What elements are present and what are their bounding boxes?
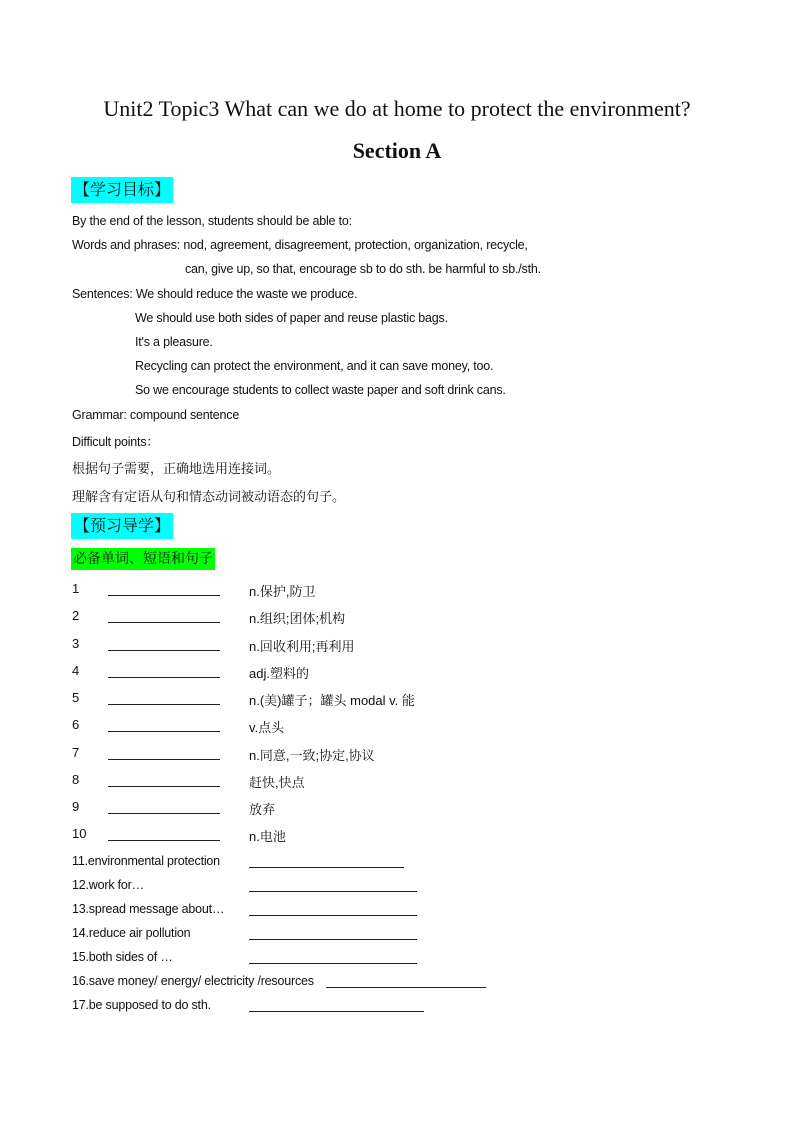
vocab-number: 4 — [72, 663, 80, 678]
answer-blank[interactable] — [108, 665, 220, 678]
vocab-meaning: adj.塑料的 — [249, 666, 309, 681]
preview-subheading: 必备单词、短语和句子 — [71, 548, 215, 570]
vocab-meaning: 放弃 — [249, 802, 276, 817]
difficult-label: Difficult points： — [72, 435, 159, 449]
objectives-intro: By the end of the lesson, students should be able to: — [72, 214, 352, 228]
vocab-number: 8 — [72, 772, 80, 787]
sentence: Recycling can protect the environment, and it can save money, too. — [135, 359, 494, 373]
page-title: Unit2 Topic3 What can we do at home to protect the environment? — [103, 96, 691, 121]
answer-blank[interactable] — [326, 975, 486, 988]
difficult-point: 理解含有定语从句和情态动词被动语态的句子。 — [72, 490, 346, 505]
vocab-number: 5 — [72, 690, 80, 705]
phrase-item: 14.reduce air pollution — [72, 926, 191, 940]
phrase-item: 15.both sides of … — [72, 950, 173, 964]
vocab-number: 7 — [72, 745, 80, 760]
sentence: So we encourage students to collect waste paper and soft drink cans. — [135, 383, 506, 397]
section-title: Section A — [352, 138, 442, 163]
words-line-1 — [72, 238, 528, 252]
vocab-number: 9 — [72, 799, 80, 814]
words-label: Words and phrases: — [72, 238, 181, 252]
vocab-number: 2 — [72, 608, 80, 623]
answer-blank[interactable] — [108, 638, 220, 651]
answer-blank[interactable] — [249, 927, 417, 940]
phrase-item: 16.save money/ energy/ electricity /resources — [72, 974, 314, 988]
phrase-item: 11.environmental protection — [72, 854, 220, 868]
vocab-meaning: n.(美)罐子；罐头 modal v. 能 — [249, 693, 415, 708]
answer-blank[interactable] — [108, 692, 220, 705]
words-list-2: can, give up, so that, encourage sb to do sth. be harmful to sb./sth. — [185, 262, 541, 276]
phrase-item: 13.spread message about… — [72, 902, 225, 916]
sentence: It's a pleasure. — [135, 335, 213, 349]
answer-blank[interactable] — [249, 879, 417, 892]
preview-heading: 【预习导学】 — [71, 513, 173, 539]
vocab-meaning: v.点头 — [249, 720, 285, 735]
objectives-heading: 【学习目标】 — [71, 177, 173, 203]
answer-blank[interactable] — [108, 801, 220, 814]
answer-blank[interactable] — [249, 999, 424, 1012]
phrase-item: 12.work for… — [72, 878, 144, 892]
vocab-meaning: n.组织;团体;机构 — [249, 611, 346, 626]
vocab-number: 1 — [72, 581, 80, 596]
sentence: We should use both sides of paper and reuse plastic bags. — [135, 311, 448, 325]
sentences-label: Sentences: — [72, 287, 133, 301]
answer-blank[interactable] — [108, 774, 220, 787]
answer-blank[interactable] — [108, 610, 220, 623]
vocab-meaning: n.电池 — [249, 829, 286, 844]
vocab-meaning: 赶快,快点 — [249, 775, 305, 790]
vocab-number: 6 — [72, 717, 80, 732]
answer-blank[interactable] — [108, 719, 220, 732]
difficult-point: 根据句子需要，正确地选用连接词。 — [72, 462, 281, 477]
answer-blank[interactable] — [249, 855, 404, 868]
grammar-line: Grammar: compound sentence — [72, 408, 240, 422]
answer-blank[interactable] — [108, 747, 220, 760]
answer-blank[interactable] — [249, 903, 417, 916]
answer-blank[interactable] — [108, 583, 220, 596]
vocab-meaning: n.同意,一致;协定,协议 — [249, 748, 375, 763]
answer-blank[interactable] — [249, 951, 417, 964]
vocab-meaning: n.保护,防卫 — [249, 584, 316, 599]
sentence: We should reduce the waste we produce. — [135, 287, 358, 301]
phrase-item: 17.be supposed to do sth. — [72, 998, 211, 1012]
sentences-line-1 — [72, 287, 357, 301]
words-list-1: nod, agreement, disagreement, protection, organization, recycle, — [183, 238, 528, 252]
vocab-number: 3 — [72, 636, 80, 651]
vocab-number: 10 — [72, 826, 87, 841]
answer-blank[interactable] — [108, 828, 220, 841]
vocab-meaning: n.回收利用;再利用 — [249, 639, 355, 654]
